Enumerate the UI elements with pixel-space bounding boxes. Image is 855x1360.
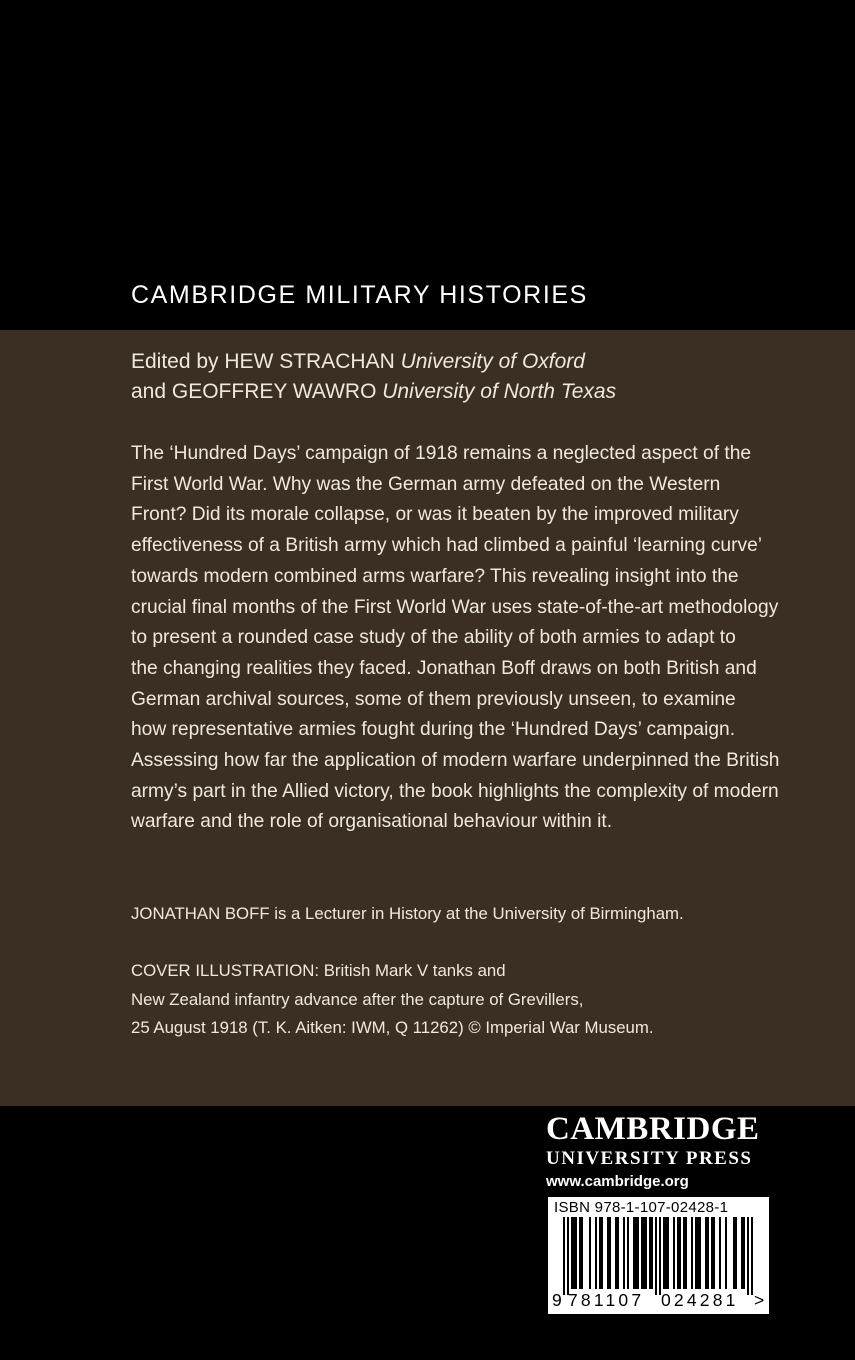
barcode-digits-left: 781107 bbox=[568, 1290, 645, 1310]
barcode-quiet-mark: > bbox=[754, 1290, 765, 1310]
barcode-bar bbox=[599, 1217, 601, 1289]
isbn-barcode bbox=[548, 1197, 769, 1314]
barcode-bar bbox=[573, 1217, 575, 1289]
credit-line: 25 August 1918 (T. K. Aitken: IWM, Q 11262) © Imperial War Museum. bbox=[131, 1018, 654, 1037]
barcode-bar bbox=[735, 1217, 737, 1289]
barcode-bar bbox=[633, 1217, 635, 1289]
barcode-bar bbox=[747, 1217, 749, 1295]
publisher-url: www.cambridge.org bbox=[546, 1173, 689, 1190]
barcode-bar bbox=[627, 1217, 629, 1289]
barcode-bar bbox=[663, 1217, 665, 1289]
description-line: warfare and the role of organisational behaviour within it. bbox=[131, 811, 613, 833]
barcode-digits-right: 024281 bbox=[661, 1290, 739, 1310]
editor-affiliation-2: University of North Texas bbox=[382, 380, 617, 403]
barcode-bar bbox=[707, 1217, 709, 1289]
barcode-bar bbox=[711, 1217, 713, 1289]
editor-affiliation-1: University of Oxford bbox=[400, 350, 585, 373]
description-line: how representative armies fought during the ‘Hundred Days’ campaign. bbox=[131, 719, 736, 741]
editors bbox=[131, 347, 616, 407]
barcode-bar bbox=[673, 1217, 675, 1289]
barcode-bar bbox=[645, 1217, 647, 1289]
barcode-bar bbox=[651, 1217, 653, 1289]
barcode-bar bbox=[589, 1217, 591, 1289]
barcode-bar bbox=[683, 1217, 685, 1289]
description-line: German archival sources, some of them previously unseen, to examine bbox=[131, 688, 736, 710]
barcode-bar bbox=[637, 1217, 639, 1289]
barcode-bar bbox=[595, 1217, 597, 1289]
barcode-bar bbox=[607, 1217, 609, 1289]
barcode-bar bbox=[695, 1217, 697, 1289]
barcode-bar bbox=[685, 1217, 687, 1289]
description-line: Assessing how far the application of modern warfare underpinned the British bbox=[131, 750, 780, 772]
description-line: effectiveness of a British army which had climbed a painful ‘learning curve’ bbox=[131, 535, 763, 557]
barcode-bar bbox=[697, 1217, 699, 1289]
barcode-bar bbox=[575, 1217, 577, 1289]
barcode-bar bbox=[743, 1217, 745, 1289]
barcode-bar bbox=[667, 1217, 669, 1289]
description-line: First World War. Why was the German army defeated on the Western bbox=[131, 473, 721, 495]
credit-line: New Zealand infantry advance after the capture of Grevillers, bbox=[131, 989, 584, 1009]
publisher-subtitle: UNIVERSITY PRESS bbox=[546, 1148, 753, 1169]
barcode-bar bbox=[563, 1217, 565, 1295]
publisher-logo bbox=[546, 1110, 771, 1190]
barcode-bar bbox=[567, 1217, 569, 1295]
barcode-bar bbox=[617, 1217, 619, 1289]
barcode-bar bbox=[601, 1217, 603, 1289]
barcode-bar bbox=[679, 1217, 681, 1289]
description-line: to present a rounded case study of the ability of both armies to adapt to bbox=[131, 627, 736, 649]
barcode-bar bbox=[713, 1217, 715, 1289]
credit-line: COVER ILLUSTRATION: British Mark V tanks and bbox=[131, 961, 506, 980]
barcode-bar bbox=[699, 1217, 701, 1289]
barcode-bar bbox=[581, 1217, 583, 1289]
barcode-bar bbox=[719, 1217, 721, 1289]
barcode-bar bbox=[655, 1217, 657, 1295]
barcode-bar bbox=[579, 1217, 581, 1289]
barcode-bar bbox=[609, 1217, 611, 1289]
barcode-bar bbox=[741, 1217, 743, 1289]
barcode-bar bbox=[649, 1217, 651, 1289]
author-bio: JONATHAN BOFF is a Lecturer in History at the University of Birmingham. bbox=[131, 904, 684, 923]
description-line: the changing realities they faced. Jonathan Boff draws on both British and bbox=[131, 657, 757, 679]
barcode-bar bbox=[751, 1217, 753, 1295]
book-description bbox=[131, 439, 811, 838]
description-line: crucial final months of the First World War uses state-of-the-art methodology bbox=[131, 596, 779, 618]
editor-line-2 bbox=[131, 377, 616, 407]
barcode-bar bbox=[677, 1217, 679, 1289]
description-line: towards modern combined arms warfare? This revealing insight into the bbox=[131, 565, 739, 587]
barcode-bar bbox=[571, 1217, 573, 1289]
barcode-bar bbox=[659, 1217, 661, 1295]
barcode-bar bbox=[635, 1217, 637, 1289]
barcode-bar bbox=[641, 1217, 643, 1289]
series-title: CAMBRIDGE MILITARY HISTORIES bbox=[131, 281, 588, 309]
barcode-bar bbox=[691, 1217, 693, 1289]
barcode-bar bbox=[623, 1217, 625, 1289]
barcode-digit-first: 9 bbox=[552, 1290, 562, 1310]
barcode-bar bbox=[725, 1217, 727, 1289]
publisher-name: CAMBRIDGE bbox=[546, 1111, 760, 1147]
description-line: Front? Did its morale collapse, or was it beaten by the improved military bbox=[131, 504, 739, 526]
barcode-bar bbox=[615, 1217, 617, 1289]
editor-line-1 bbox=[131, 347, 616, 377]
editor-name-2: and GEOFFREY WAWRO bbox=[131, 380, 383, 403]
description-line: The ‘Hundred Days’ campaign of 1918 remains a neglected aspect of the bbox=[131, 443, 752, 464]
cover-illustration-credit bbox=[131, 957, 654, 1043]
editor-name-1: Edited by HEW STRACHAN bbox=[131, 350, 401, 373]
barcode-bar bbox=[705, 1217, 707, 1289]
barcode-bar bbox=[733, 1217, 735, 1289]
barcode-bar bbox=[643, 1217, 645, 1289]
isbn-label: ISBN 978-1-107-02428-1 bbox=[554, 1199, 729, 1216]
description-line: army’s part in the Allied victory, the book highlights the complexity of modern bbox=[131, 780, 779, 802]
barcode-bar bbox=[665, 1217, 667, 1289]
